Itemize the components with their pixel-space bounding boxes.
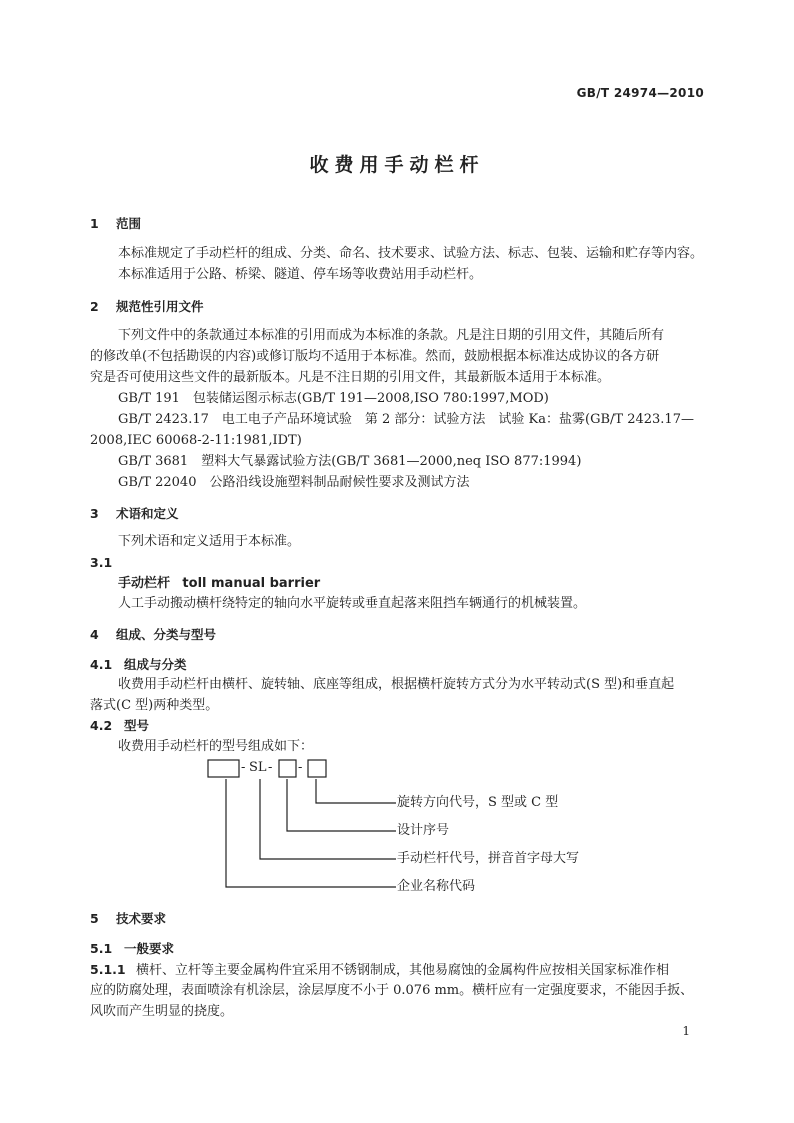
reference-item: GB/T 2423.17 电工电子产品环境试验 第 2 部分：试验方法 试验 Ka：盐雾(GB/T 2423.17—: [118, 412, 694, 427]
section-title: 术语和定义: [116, 506, 179, 521]
paragraph-line: 的修改单(不包括勘误的内容)或修订版均不适用于本标准。然而，鼓励根据本标准达成协议的各方研: [90, 349, 660, 364]
term-definition: 人工手动搬动横杆绕特定的轴向水平旋转或垂直起落来阻挡车辆通行的机械装置。: [118, 596, 587, 611]
leader-line: [316, 779, 396, 803]
rotation-code-box: [308, 760, 326, 777]
standard-code: GB/T 24974—2010: [576, 86, 704, 100]
subsection-5-1-heading: [90, 939, 174, 959]
paragraph-line: 收费用手动栏杆由横杆、旋转轴、底座等组成，根据横杆旋转方式分为水平转动式(S 型)和垂直起: [118, 677, 675, 692]
paragraph: 本标准规定了手动栏杆的组成、分类、命名、技术要求、试验方法、标志、包装、运输和贮存等内容。: [118, 246, 704, 261]
leader-line: [287, 779, 396, 831]
paragraph-line: 应的防腐处理，表面喷涂有机涂层，涂层厚度不小于 0.076 mm。横杆应有一定强度要求，不能因手扳、: [90, 983, 694, 998]
section-title: 规范性引用文件: [116, 299, 204, 314]
diagram-label-rotation: 旋转方向代号，S 型或 C 型: [397, 795, 559, 810]
subsection-number: 4.2: [90, 718, 113, 733]
subsection-number: 4.1: [90, 657, 113, 672]
section-title: 技术要求: [116, 911, 167, 926]
section-title: 范围: [116, 216, 142, 231]
paragraph-line: [90, 960, 669, 981]
paragraph-line: 究是否可使用这些文件的最新版本。凡是不注日期的引用文件，其最新版本适用于本标准。: [90, 370, 611, 385]
leader-line: [260, 779, 396, 859]
diagram-label-enterprise: 企业名称代码: [397, 879, 476, 894]
page-title: 收费用手动栏杆: [309, 154, 485, 176]
section-title: 组成、分类与型号: [116, 627, 217, 642]
diagram-label-barrier-code: 手动栏杆代号，拼音首字母大写: [397, 851, 580, 866]
subsection-title: 型号: [124, 718, 150, 733]
reference-item-continued: 2008,IEC 60068-2-11:1981,IDT): [90, 433, 302, 448]
page-number: 1: [682, 1024, 690, 1038]
section-number: 1: [90, 216, 99, 231]
paragraph-line: 风吹而产生明显的挠度。: [90, 1004, 234, 1019]
paragraph-line: 落式(C 型)两种类型。: [90, 698, 219, 713]
section-number: 3: [90, 506, 99, 521]
diagram-label-serial: 设计序号: [397, 823, 450, 838]
term-chinese: 手动栏杆: [118, 576, 171, 591]
reference-item: GB/T 191 包装储运图示标志(GB/T 191—2008,ISO 780:1997,MOD): [118, 391, 549, 406]
diagram-code-sl: SL: [249, 760, 267, 775]
subsection-number: 3.1: [90, 555, 113, 570]
reference-item: GB/T 3681 塑料大气暴露试验方法(GB/T 3681—2000,neq ISO 877:1994): [118, 454, 582, 469]
design-serial-box: [279, 760, 296, 777]
section-number: 5: [90, 911, 99, 926]
term-english: toll manual barrier: [182, 576, 321, 591]
diagram-separator: -: [241, 760, 246, 775]
subsection-title: 组成与分类: [124, 657, 187, 672]
paragraph-line: 下列文件中的条款通过本标准的引用而成为本标准的条款。凡是注日期的引用文件，其随后所有: [118, 328, 665, 343]
section-number: 4: [90, 627, 99, 642]
diagram-separator: -: [268, 760, 273, 775]
subsection-title: 一般要求: [124, 941, 175, 956]
paragraph: 收费用手动栏杆的型号组成如下：: [118, 739, 314, 754]
clause-number: 5.1.1: [90, 962, 126, 977]
reference-item: GB/T 22040 公路沿线设施塑料制品耐候性要求及测试方法: [118, 475, 470, 490]
section-number: 2: [90, 299, 99, 314]
paragraph: 下列术语和定义适用于本标准。: [118, 534, 301, 549]
enterprise-code-box: [208, 760, 239, 777]
diagram-separator: -: [298, 760, 303, 775]
paragraph: 本标准适用于公路、桥梁、隧道、停车场等收费站用手动栏杆。: [118, 267, 483, 282]
subsection-number: 5.1: [90, 941, 113, 956]
leader-line: [226, 779, 396, 887]
section-5-heading: [90, 909, 166, 929]
clause-text: 横杆、立杆等主要金属构件宜采用不锈钢制成，其他易腐蚀的金属构件应按相关国家标准作相: [136, 963, 670, 978]
